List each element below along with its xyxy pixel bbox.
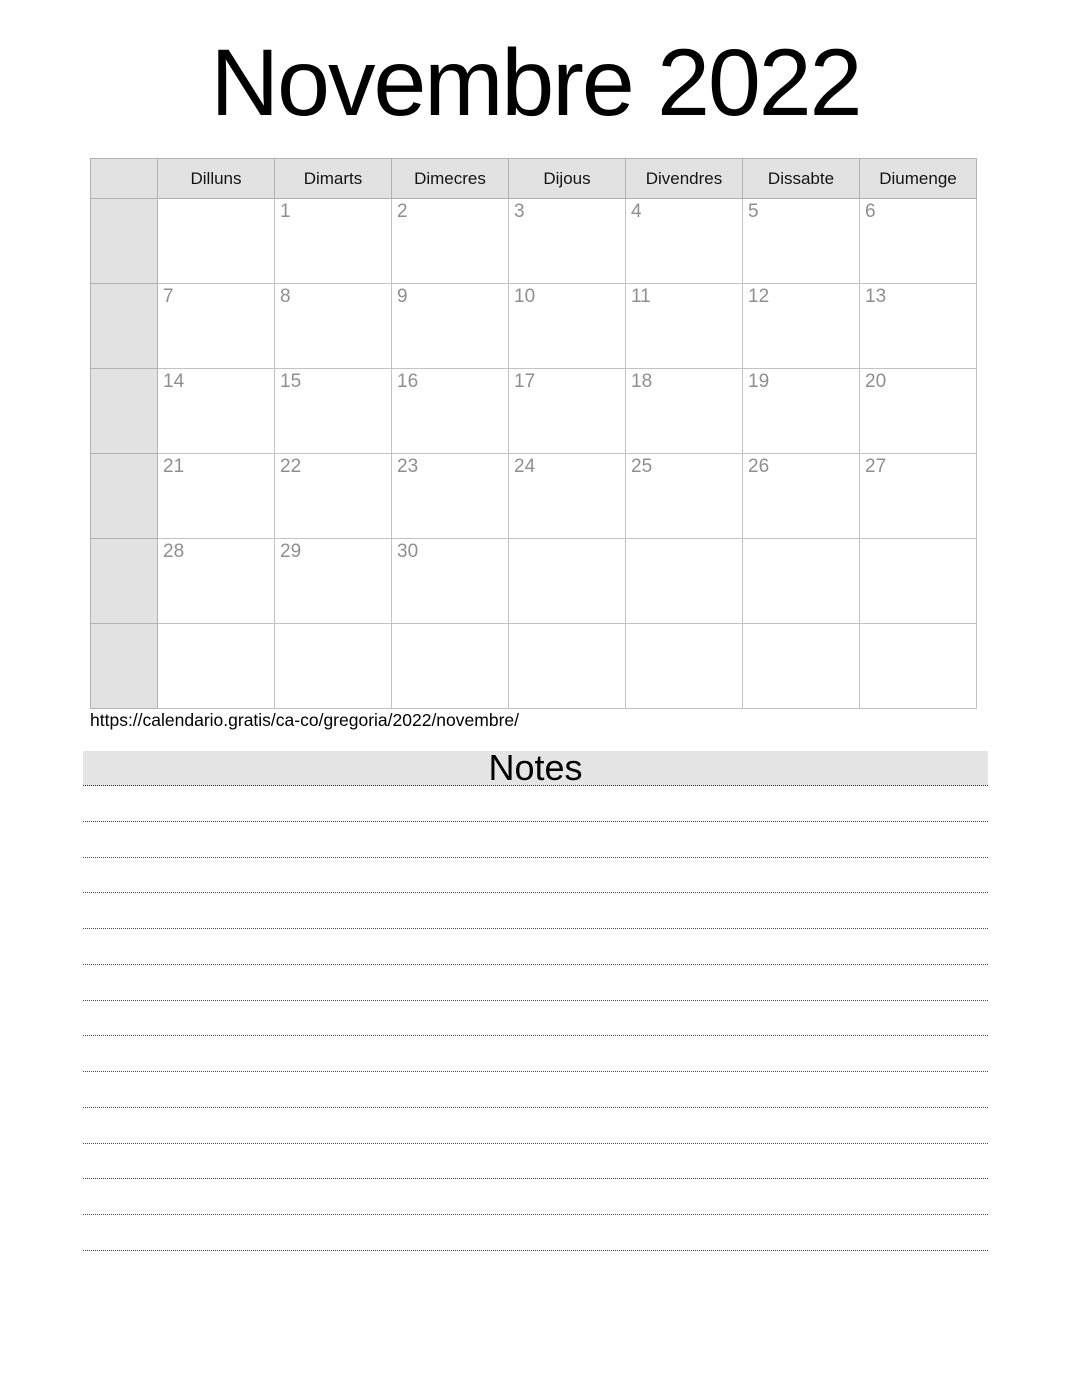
weekday-header-diumenge: Diumenge [860,159,977,199]
date-number: 6 [865,201,876,222]
date-number [509,549,514,552]
gutter-cell [91,624,158,709]
gutter-cell [91,284,158,369]
day-cell [275,199,392,284]
day-cell [743,539,860,624]
note-line [83,1072,988,1108]
date-number: 8 [280,286,291,307]
date-number: 14 [163,371,185,392]
day-cell [392,284,509,369]
date-number: 26 [748,456,770,477]
day-cell [158,199,275,284]
date-number [626,634,631,637]
day-cell [158,624,275,709]
note-line [83,786,988,822]
calendar-week-row [91,454,977,539]
date-number: 4 [631,201,642,222]
day-cell [626,284,743,369]
calendar-week-row [91,284,977,369]
day-cell [509,284,626,369]
day-cell [158,284,275,369]
date-number [275,634,280,637]
day-cell [860,369,977,454]
date-number [743,634,748,637]
day-cell [743,454,860,539]
note-line [83,965,988,1001]
date-number: 19 [748,371,770,392]
day-cell [743,369,860,454]
date-number: 30 [397,541,419,562]
date-number: 16 [397,371,419,392]
day-cell [275,624,392,709]
note-line [83,822,988,858]
day-cell [392,369,509,454]
day-cell [392,624,509,709]
date-number: 2 [397,201,408,222]
weekday-header-divendres: Divendres [626,159,743,199]
date-number: 27 [865,456,887,477]
day-cell [509,539,626,624]
day-cell [158,454,275,539]
note-line [83,1179,988,1215]
date-number [860,549,865,552]
date-number: 17 [514,371,536,392]
gutter-cell [91,454,158,539]
day-cell [626,454,743,539]
date-number: 21 [163,456,185,477]
weekday-header-dimecres: Dimecres [392,159,509,199]
date-number [626,549,631,552]
day-cell [743,624,860,709]
notes-header [83,747,988,788]
date-number: 11 [631,286,651,307]
date-number [158,209,163,212]
note-line [83,1144,988,1180]
day-cell [743,199,860,284]
day-cell [158,539,275,624]
weekday-header-dissabte: Dissabte [743,159,860,199]
date-number: 12 [748,286,770,307]
gutter-cell [91,199,158,284]
day-cell [158,369,275,454]
day-cell [860,199,977,284]
note-line [83,929,988,965]
gutter-header-cell [91,159,158,199]
date-number [392,634,397,637]
date-number: 24 [514,456,536,477]
date-number: 25 [631,456,653,477]
day-cell [743,284,860,369]
day-cell [626,539,743,624]
date-number [860,634,865,637]
calendar-body [91,199,977,709]
day-cell [509,199,626,284]
day-cell [626,199,743,284]
date-number: 23 [397,456,419,477]
date-number: 10 [514,286,536,307]
calendar-week-row [91,369,977,454]
note-line [83,893,988,929]
weekday-header-dimarts: Dimarts [275,159,392,199]
day-cell [626,369,743,454]
day-cell [275,284,392,369]
notes-title: Notes [488,747,583,788]
day-cell [275,539,392,624]
source-url: https://calendario.gratis/ca-co/gregoria/2022/novembre/ [90,710,519,730]
day-cell [509,624,626,709]
day-cell [392,539,509,624]
calendar-week-row [91,539,977,624]
date-number: 28 [163,541,185,562]
note-line [83,1108,988,1144]
day-cell [860,624,977,709]
date-number: 7 [163,286,174,307]
gutter-cell [91,539,158,624]
date-number [743,549,748,552]
note-line [83,1001,988,1037]
day-cell [860,454,977,539]
date-number: 13 [865,286,887,307]
day-cell [275,369,392,454]
weekday-header-dijous: Dijous [509,159,626,199]
date-number: 15 [280,371,302,392]
date-number: 29 [280,541,302,562]
day-cell [509,369,626,454]
date-number: 3 [514,201,525,222]
date-number: 18 [631,371,653,392]
notes-lines [83,786,988,1251]
day-cell [275,454,392,539]
calendar-week-row [91,199,977,284]
day-cell [626,624,743,709]
date-number: 1 [280,201,291,222]
note-line [83,1215,988,1251]
date-number [158,634,163,637]
day-cell [392,454,509,539]
calendar-week-row [91,624,977,709]
date-number: 9 [397,286,408,307]
day-cell [860,284,977,369]
page-title: Novembre 2022 [210,30,861,136]
date-number: 20 [865,371,887,392]
gutter-cell [91,369,158,454]
day-cell [392,199,509,284]
note-line [83,1036,988,1072]
calendar-header-row [91,159,977,199]
day-cell [509,454,626,539]
date-number: 22 [280,456,302,477]
date-number: 5 [748,201,759,222]
weekday-header-dilluns: Dilluns [158,159,275,199]
date-number [509,634,514,637]
day-cell [860,539,977,624]
note-line [83,858,988,894]
calendar-table [90,158,977,709]
